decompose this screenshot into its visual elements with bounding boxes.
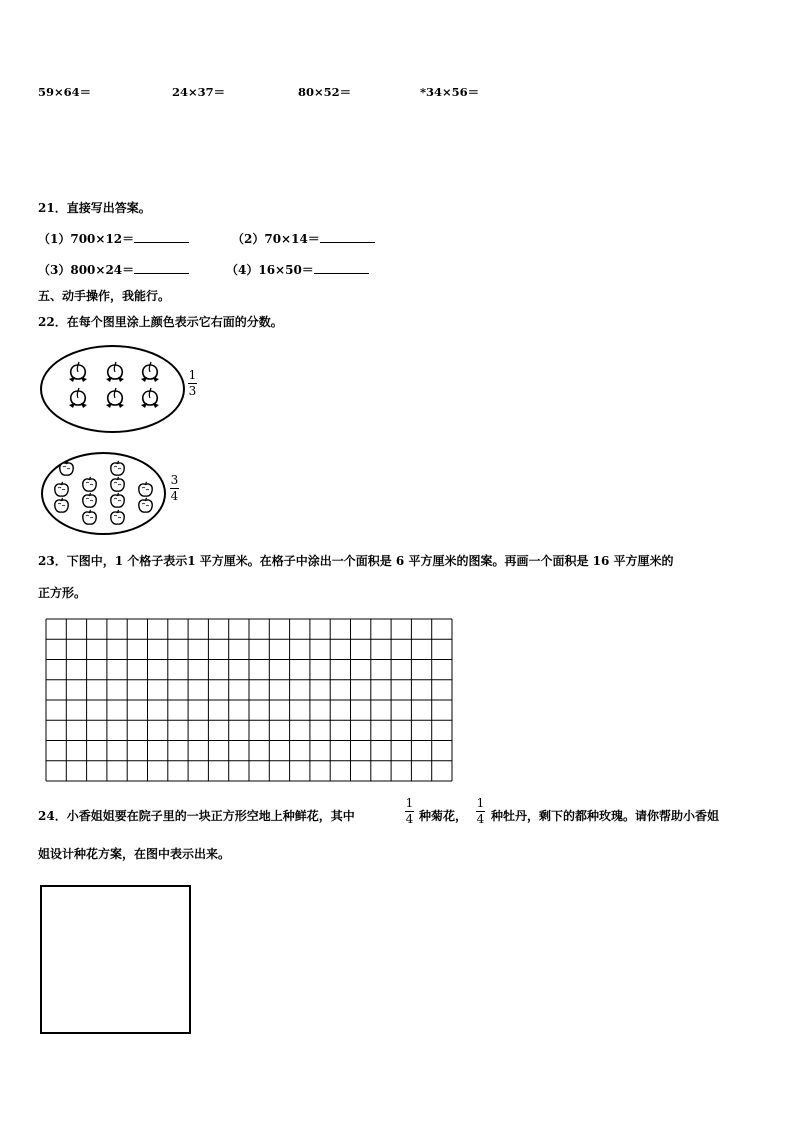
q21-item-2 [232,230,375,247]
peach-icon [139,361,161,383]
peach-icon [67,387,89,409]
apple-icon [109,460,126,477]
fraction-denominator: 3 [188,384,197,398]
q24-text-line1 [38,807,355,824]
answer-blank[interactable] [134,261,189,274]
q21-item-1-text: （1）700×12＝ [38,232,135,246]
peach-icon [104,387,126,409]
apple-icon [81,492,98,509]
apple-icon [53,497,70,514]
square-grid[interactable] [45,618,453,782]
q23-text-line1: 23．下图中，1 个格子表示1 平方厘米。在格子中涂出一个面积是 6 平方厘米的图案。再画一个面积是 16 平方厘米的 [38,554,674,568]
garden-square[interactable] [40,885,191,1034]
apple-icon [53,481,70,498]
apple-icon [137,497,154,514]
calc-item-1: 59×64＝ [38,85,92,99]
q24-text-part1: 24．小香姐姐要在院子里的一块正方形空地上种鲜花，其中 [38,809,355,823]
fraction-numerator: 1 [476,796,485,810]
fraction-denominator: 4 [405,812,414,826]
q21-title: 21．直接写出答案。 [38,201,151,215]
q21-item-4 [226,261,369,278]
fraction-numerator: 3 [170,473,179,487]
apple-icon [81,476,98,493]
calc-item-3: 80×52＝ [298,85,352,99]
q22-title: 22．在每个图里涂上颜色表示它右面的分数。 [38,315,283,329]
q24-text-line2: 姐设计种花方案，在图中表示出来。 [38,847,231,861]
apple-ellipse[interactable] [41,452,166,535]
fraction-quarter-b [476,797,485,826]
answer-blank[interactable] [314,261,369,274]
apple-icon [109,476,126,493]
q24-text-part3: 种牡丹，剩下的都种玫瑰。请你帮助小香姐 [491,809,720,823]
q21-item-1 [38,230,189,247]
fraction-numerator: 1 [405,796,414,810]
section-5-title: 五、动手操作，我能行。 [38,289,171,303]
peach-ellipse[interactable] [40,345,185,433]
fraction-denominator: 4 [170,489,179,503]
q23-text-line2: 正方形。 [38,586,87,600]
peach-icon [104,361,126,383]
peach-icon [139,387,161,409]
apple-icon [81,509,98,526]
calc-item-2: 24×37＝ [172,85,226,99]
fraction-denominator: 4 [476,812,485,826]
peach-icon [67,361,89,383]
apple-icon [58,460,75,477]
answer-blank[interactable] [134,230,189,243]
fraction-one-third [188,369,197,398]
fraction-three-quarters [170,474,179,503]
fraction-quarter-a [405,797,414,826]
apple-icon [109,509,126,526]
fraction-numerator: 1 [188,368,197,382]
answer-blank[interactable] [320,230,375,243]
q21-item-4-text: （4）16×50＝ [226,263,314,277]
q24-text-part2: 种菊花， [419,809,468,823]
q21-item-2-text: （2）70×14＝ [232,232,320,246]
apple-icon [137,481,154,498]
q21-item-3 [38,261,189,278]
q21-item-3-text: （3）800×24＝ [38,263,135,277]
calc-item-4: *34×56＝ [420,85,480,99]
apple-icon [109,492,126,509]
